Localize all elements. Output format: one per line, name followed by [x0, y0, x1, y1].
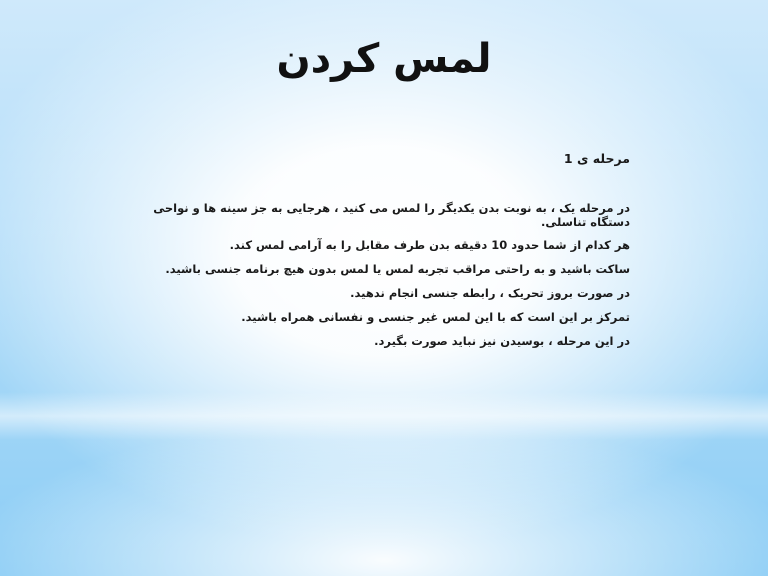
slide-title: لمس کردن — [276, 36, 492, 82]
paragraph-2: هر کدام از شما حدود 10 دقیقه بدن طرف مقابل را به آرامی لمس کند. — [229, 238, 630, 252]
paragraph-1: در مرحله یک ، به نوبت بدن یکدیگر را لمس می کنید ، هرجایی به جز سینه ها و نواحی دستگاه تناسلی. — [153, 201, 630, 229]
background-light-band — [0, 392, 768, 440]
paragraph-5: تمرکز بر این است که با این لمس غیر جنسی و نفسانی همراه باشید. — [241, 310, 630, 324]
slide-body — [125, 150, 630, 358]
step-heading: مرحله ی 1 — [563, 151, 630, 166]
paragraph-4: در صورت بروز تحریک ، رابطه جنسی انجام ندهید. — [350, 286, 630, 300]
paragraph-3: ساکت باشید و به راحتی مراقب تجربه لمس یا لمس بدون هیچ برنامه جنسی باشید. — [165, 262, 630, 276]
paragraph-6: در این مرحله ، بوسیدن نیز نباید صورت بگیرد. — [374, 334, 630, 348]
